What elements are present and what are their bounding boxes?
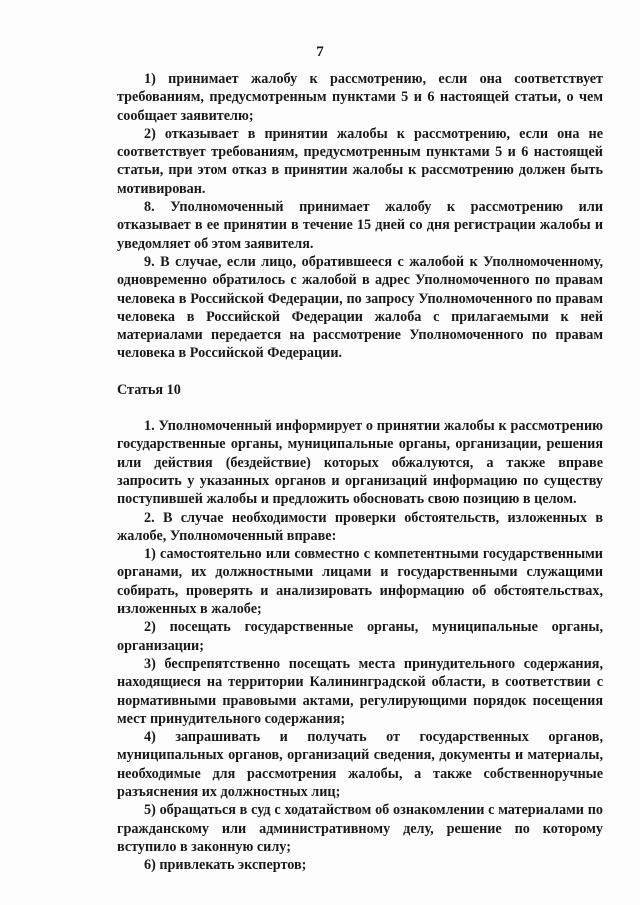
paragraph: 6) привлекать экспертов; [144,857,307,874]
page-number: 7 [316,44,324,60]
paragraph: 2) отказывает в принятии жалобы к рассмотрению, если она не соответствует требованиям, предусмотренным пунктами 5 и 6 настоящей статьи, при этом отказ в принятии жалобы к рассмотрению должен быть мотивирован. [117,125,603,197]
article-heading: Статья 10 [117,381,181,398]
paragraph: 1. Уполномоченный информирует о принятии жалобы к рассмотрению государственные органы, муниципальные органы, организации, решения или действия (бездействие) которых обжалуются, а также вправе запросить у указанных органов и организаций информацию по существу поступившей жалобы и предложить обосновать свою позицию в целом. [117,418,603,508]
paragraph: 2) посещать государственные органы, муниципальные органы, организации; [117,619,603,654]
document-body [117,70,603,874]
paragraph: 1) принимает жалобу к рассмотрению, если она соответствует требованиям, предусмотренным пунктами 5 и 6 настоящей статьи, о чем сообщает заявителю; [117,71,603,124]
paragraph: 3) беспрепятственно посещать места принудительного содержания, находящиеся на территории Калининградской области, в соответствии с нормативными правовыми актами, регулирующими порядок посещения мест принудительного содержания; [117,655,603,727]
spacer [117,399,603,417]
paragraph: 5) обращаться в суд с ходатайством об ознакомлении с материалами по гражданскому или административному делу, решение по которому вступило в законную силу; [117,802,603,855]
paragraph: 1) самостоятельно или совместно с компетентными государственными органами, их должностными лицами и государственными служащими собирать, проверять и анализировать информацию об обстоятельствах, изложенных в жалобе; [117,546,603,618]
spacer [117,363,603,381]
paragraph: 9. В случае, если лицо, обратившееся с жалобой к Уполномоченному, одновременно обратилось с жалобой в адрес Уполномоченного по правам человека в Российской Федерации, по запросу Уполномоченного по правам человека в Российской Федерации жалоба с прилагаемыми к ней материалами передается на рассмотрение Уполномоченного по правам человека в Российской Федерации. [117,253,603,362]
paragraph: 4) запрашивать и получать от государственных органов, муниципальных органов, организаций сведения, документы и материалы, необходимые для рассмотрения жалобы, а также собственноручные разъяснения их должностных лиц; [117,729,603,800]
paragraph: 8. Уполномоченный принимает жалобу к рассмотрению или отказывает в ее принятии в течение 15 дней со дня регистрации жалобы и уведомляет об этом заявителя. [117,199,603,252]
paragraph: 2. В случае необходимости проверки обстоятельств, изложенных в жалобе, Уполномоченный вправе: [117,509,603,544]
